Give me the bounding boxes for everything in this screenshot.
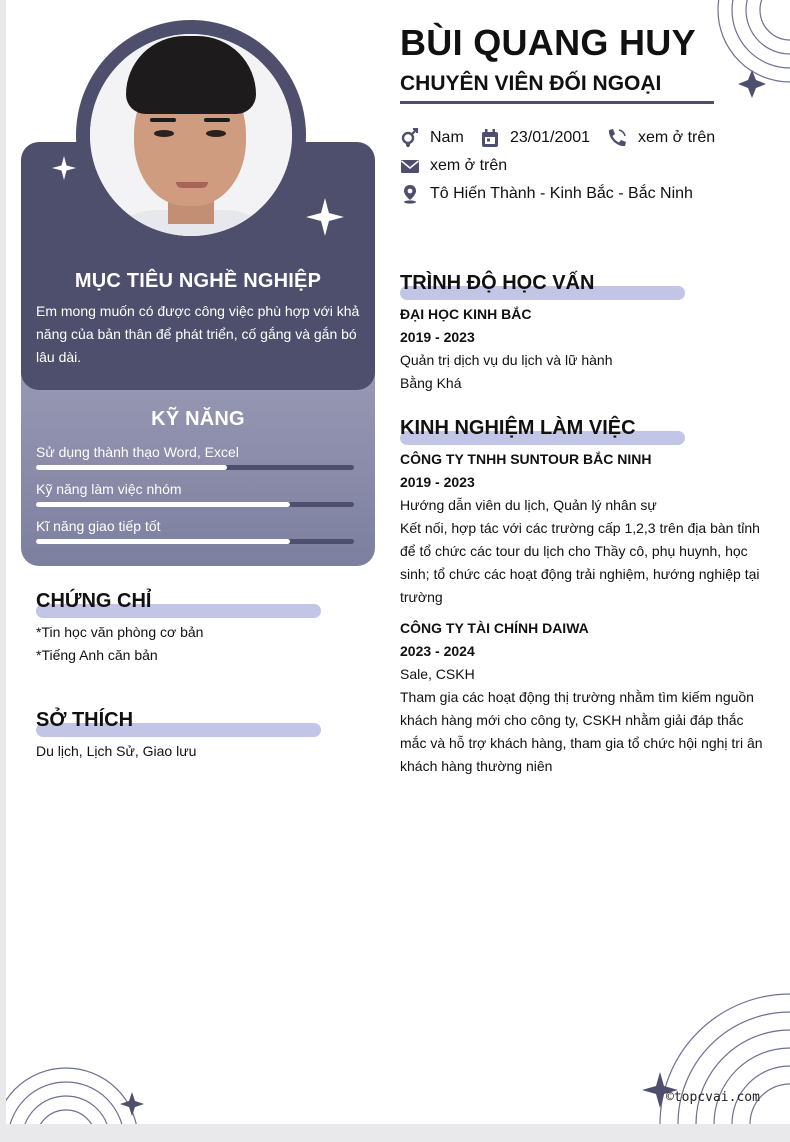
objective-text: Em mong muốn có được công việc phù hợp với khả năng của bản thân để phát triển, cố gắng và gắn bó lâu dài. [36, 303, 360, 365]
job-description-line: khách hàng mới cho công ty, CSKH nhằm giải đáp thắc [400, 712, 744, 728]
certificate-item: *Tiếng Anh căn bản [36, 647, 158, 663]
education-title: TRÌNH ĐỘ HỌC VẤN [400, 272, 595, 294]
skill-bar [36, 465, 354, 470]
skill-bar-fill [36, 465, 227, 470]
job-description-line: sinh; tổ chức các hoạt động trải nghiệm, hướng nghiệp tại [400, 566, 760, 582]
company-name: CÔNG TY TNHH SUNTOUR BẮC NINH [400, 451, 652, 467]
title-underline [400, 101, 714, 104]
job-description-line: khách hàng thường niên [400, 758, 553, 774]
skill-item [36, 517, 354, 544]
job-position: Hướng dẫn viên du lịch, Quản lý nhân sự [400, 497, 657, 513]
watermark: ©topcvai.com [666, 1090, 760, 1105]
skills-title: KỸ NĂNG [151, 408, 245, 430]
skill-label: Kĩ năng giao tiếp tốt [36, 518, 161, 534]
full-name: BÙI QUANG HUY [400, 22, 696, 63]
avatar [90, 34, 292, 236]
education-major: Quản trị dịch vụ du lịch và lữ hành [400, 352, 613, 368]
skill-item [36, 443, 354, 470]
gender-icon [400, 128, 420, 148]
email-info [400, 156, 507, 176]
email-value: xem ở trên [430, 157, 508, 174]
corner-arcs-decoration [706, 0, 790, 110]
company-name: CÔNG TY TÀI CHÍNH DAIWA [400, 620, 589, 636]
skill-bar-fill [36, 502, 290, 507]
birthday-value: 23/01/2001 [510, 129, 591, 146]
phone-icon [606, 128, 628, 148]
job-title: CHUYÊN VIÊN ĐỐI NGOẠI [400, 72, 662, 95]
address-info [400, 184, 693, 204]
sparkle-icon-large [306, 198, 344, 236]
job-description-line: Kết nối, hợp tác với các trường cấp 1,2,3 trên địa bàn tỉnh [400, 520, 760, 536]
gender-info [400, 128, 464, 148]
experience-heading [400, 417, 636, 440]
job-description-line: để tổ chức các tour du lịch cho Thầy cô, phụ huynh, học [400, 543, 748, 559]
certificates-title: CHỨNG CHỈ [36, 590, 152, 612]
address-value: Tô Hiến Thành - Kinh Bắc - Bắc Ninh [430, 185, 693, 202]
hobbies-title: SỞ THÍCH [36, 709, 134, 731]
education-period: 2019 - 2023 [400, 329, 475, 345]
hobbies-heading [36, 709, 133, 732]
hobbies-text: Du lịch, Lịch Sử, Giao lưu [36, 743, 197, 759]
job-period: 2023 - 2024 [400, 643, 475, 659]
school-name: ĐẠI HỌC KINH BẮC [400, 306, 532, 322]
skill-bar-fill [36, 539, 290, 544]
education-heading [400, 272, 594, 295]
phone-value: xem ở trên [638, 129, 716, 146]
experience-title: KINH NGHIỆM LÀM VIỆC [400, 417, 636, 439]
education-grade: Bằng Khá [400, 375, 462, 391]
objective-title: MỤC TIÊU NGHỀ NGHIỆP [74, 270, 322, 292]
job-description-line: Tham gia các hoạt động thị trường nhằm tìm kiếm nguồn [400, 689, 754, 705]
job-period: 2019 - 2023 [400, 474, 475, 490]
calendar-icon [480, 128, 500, 148]
cv-page [6, 0, 790, 1124]
skill-label: Kỹ năng làm việc nhóm [36, 481, 182, 497]
sparkle-icon [52, 156, 76, 180]
birthday-info [480, 128, 590, 148]
email-icon [400, 156, 420, 176]
job-description-line: trường [400, 589, 443, 605]
job-position: Sale, CSKH [400, 666, 475, 682]
skill-label: Sử dụng thành thạo Word, Excel [36, 444, 239, 460]
gender-value: Nam [430, 129, 464, 146]
certificates-heading [36, 590, 151, 613]
skill-bar [36, 502, 354, 507]
corner-arcs-decoration-left [6, 1060, 156, 1124]
certificate-item: *Tin học văn phòng cơ bản [36, 624, 204, 640]
job-description-line: mắc và hỗ trợ khách hàng, tham gia tổ chức hội nghị tri ân [400, 735, 763, 751]
location-icon [400, 184, 420, 204]
phone-info [606, 128, 715, 148]
skill-bar [36, 539, 354, 544]
skill-item [36, 480, 354, 507]
